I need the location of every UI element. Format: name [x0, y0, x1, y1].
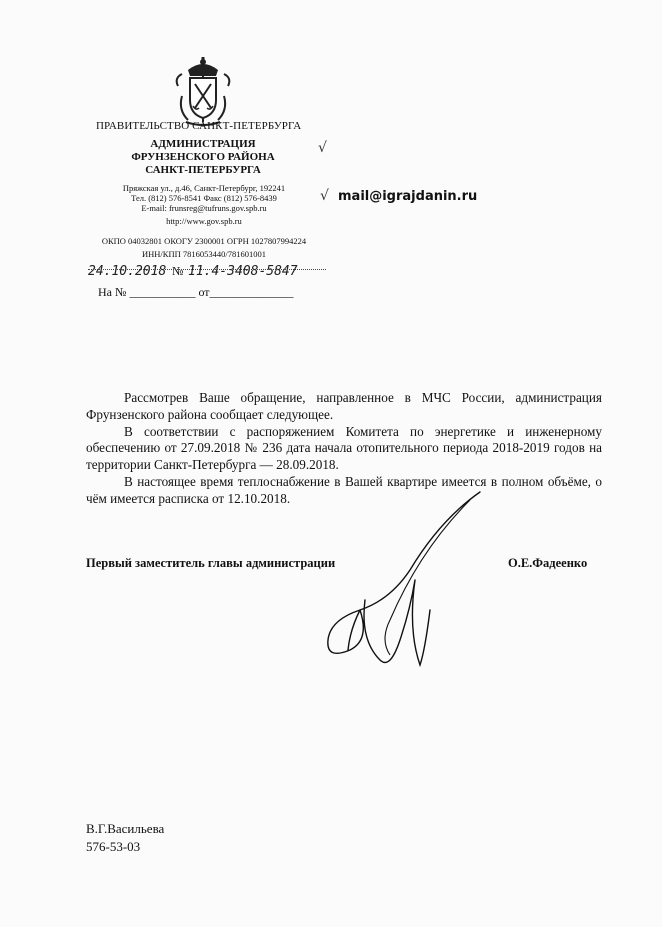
letterhead-codes: ОКПО 04032801 ОКОГУ 2300001 ОГРН 1027807994224: [101, 236, 307, 246]
signatory-name: О.Е.Фадеенко: [508, 556, 588, 570]
executor-phone: 576-53-03: [86, 839, 141, 854]
executor-name: В.Г.Васильева: [86, 821, 165, 836]
admin-title-line-2: ФРУНЗЕНСКОГО РАЙОНА: [131, 151, 275, 163]
recipient-email: mail@igrajdanin.ru: [338, 189, 478, 204]
letterhead-website: http://www.gov.spb.ru: [166, 216, 242, 226]
admin-title-line-1: АДМИНИСТРАЦИЯ: [150, 138, 256, 150]
registration-number-sign: №: [172, 264, 184, 278]
registration-underline: [88, 268, 326, 270]
registration-number: 11.4-3408-5847: [188, 264, 298, 279]
letterhead-email: E-mail: frunsreg@tufruns.gov.spb.ru: [141, 203, 267, 213]
letterhead-phone: Тел. (812) 576-8541 Факс (812) 576-8439: [131, 193, 277, 203]
body-paragraph: В настоящее время теплоснабжение в Вашей квартире имеется в полном объёме, о чём имеется расписка от 12.10.2018.: [86, 473, 602, 506]
signatory-position: Первый заместитель главы администрации: [86, 556, 336, 570]
government-title: ПРАВИТЕЛЬСТВО САНКТ-ПЕТЕРБУРГА: [96, 120, 302, 132]
body-paragraph: Рассмотрев Ваше обращение, направленное в МЧС России, администрация Фрунзенского района сообщает следующее.: [86, 390, 602, 422]
admin-title-line-3: САНКТ-ПЕТЕРБУРГА: [145, 164, 261, 176]
letterhead-address: Пряжская ул., д.46, Санкт-Петербург, 192241: [122, 183, 286, 193]
registration-date: 24.10.2018: [88, 264, 167, 279]
coat-of-arms-icon: [168, 56, 238, 128]
check-mark-icon: √: [320, 188, 329, 204]
body-paragraph: В соответствии с распоряжением Комитета по энергетике и инженерному обеспечению от 27.09.2018 № 236 дата начала отопительного периода 2018-2019 годов на территории Санкт-Петербурга — 28.09.2018.: [86, 423, 602, 473]
handwritten-signature: [290, 490, 490, 680]
letterhead-inn: ИНН/КПП 7816053440/781601001: [142, 249, 266, 259]
reference-line: На № ___________ от______________: [98, 285, 294, 299]
check-mark-icon: √: [318, 140, 327, 156]
